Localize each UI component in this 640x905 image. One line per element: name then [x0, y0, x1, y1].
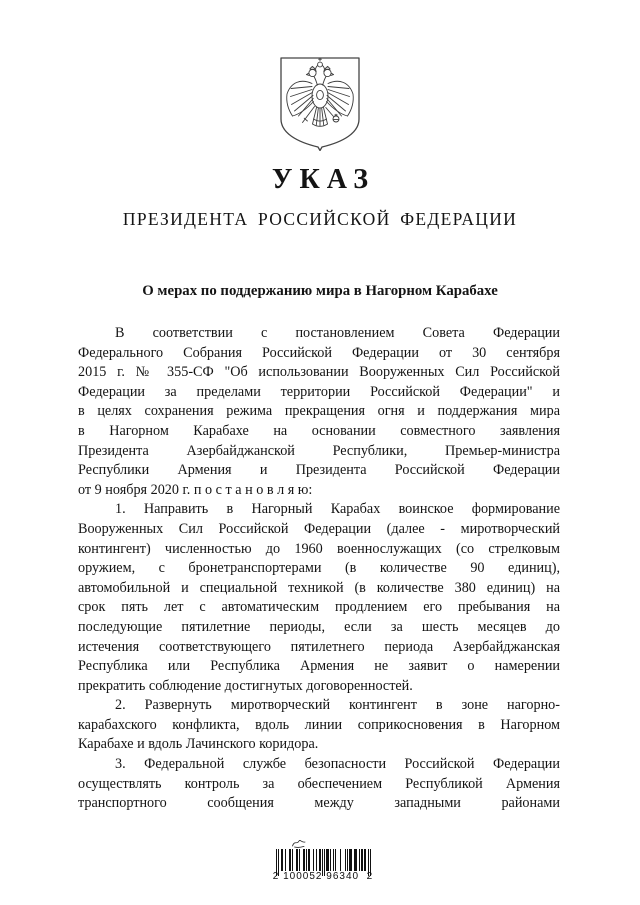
paragraph-line: 2. Развернуть миротворческий контингент в зоне нагорно-: [115, 697, 560, 714]
paragraph-line: осуществлять контроль за обеспечением Республикой Армения: [78, 775, 560, 792]
paragraph-line: срок пять лет с автоматическим продлением его пребывания на: [78, 599, 560, 616]
paragraph-line: в Нагорном Карабахе на основании совместного заявления: [78, 422, 560, 439]
paragraph-line: истечения соответствующего пятилетнего периода Азербайджанская: [78, 638, 560, 655]
paragraph: [78, 696, 560, 755]
paragraph: [78, 324, 560, 500]
paragraph-line: В соответствии с постановлением Совета Федерации: [115, 325, 560, 341]
paragraph-line: 3. Федеральной службе безопасности Российской Федерации: [115, 756, 560, 773]
handwritten-mark-icon: [291, 838, 309, 848]
decree-body: [78, 324, 560, 814]
decree-subject: О мерах по поддержанию мира в Нагорном Карабахе: [142, 283, 498, 299]
paragraph-line: Федерального Собрания Российской Федерации от 30 сентября: [78, 344, 560, 361]
decree-issuer: ПРЕЗИДЕНТА РОССИЙСКОЙ ФЕДЕРАЦИИ: [122, 209, 518, 229]
barcode-digits: 2 100052 96340 2: [272, 871, 374, 882]
paragraph-line: оружием, с бронетранспортерами (в количестве 90 единиц),: [78, 560, 560, 577]
paragraph-line: карабахского конфликта, вдоль линии соприкосновения в Нагорном: [78, 716, 560, 733]
russia-coat-of-arms-icon: [279, 56, 361, 151]
paragraph-line: Федерации за пределами территории Российской Федерации" и: [78, 383, 560, 400]
paragraph: [78, 755, 560, 814]
paragraph-line: прекратить соблюдение достигнутых договоренностей.: [78, 677, 413, 694]
paragraph: [78, 500, 560, 696]
paragraph-line: 1. Направить в Нагорный Карабах воинское формирование: [115, 501, 560, 518]
barcode: [263, 838, 383, 882]
paragraph-line: 2015 г. № 355-СФ "Об использовании Вооруженных Сил Российской: [78, 364, 560, 381]
decree-title: УКАЗ: [271, 164, 376, 195]
paragraph-line: транспортного сообщения между западными районами: [78, 795, 560, 812]
paragraph-line: контингент) численностью до 1960 военнослужащих (со стрелковым: [78, 540, 560, 557]
paragraph-line: Президента Азербайджанской Республики, Премьер-министра: [78, 442, 560, 459]
paragraph-line: от 9 ноября 2020 г. п о с т а н о в л я ю:: [78, 481, 313, 498]
paragraph-line: Вооруженных Сил Российской Федерации (далее - миротворческий: [78, 520, 560, 537]
paragraph-line: Республика или Республика Армения не заявит о намерении: [78, 658, 560, 675]
paragraph-line: Карабахе и вдоль Лачинского коридора.: [78, 736, 319, 753]
paragraph-line: в целях сохранения режима прекращения огня и поддержания мира: [78, 403, 560, 420]
paragraph-line: последующие пятилетние периоды, если за шесть месяцев до: [78, 618, 560, 635]
paragraph-line: Республики Армения и Президента Российской Федерации: [78, 462, 560, 479]
paragraph-line: автомобильной и специальной техникой (в количестве 380 единиц) на: [78, 579, 560, 596]
